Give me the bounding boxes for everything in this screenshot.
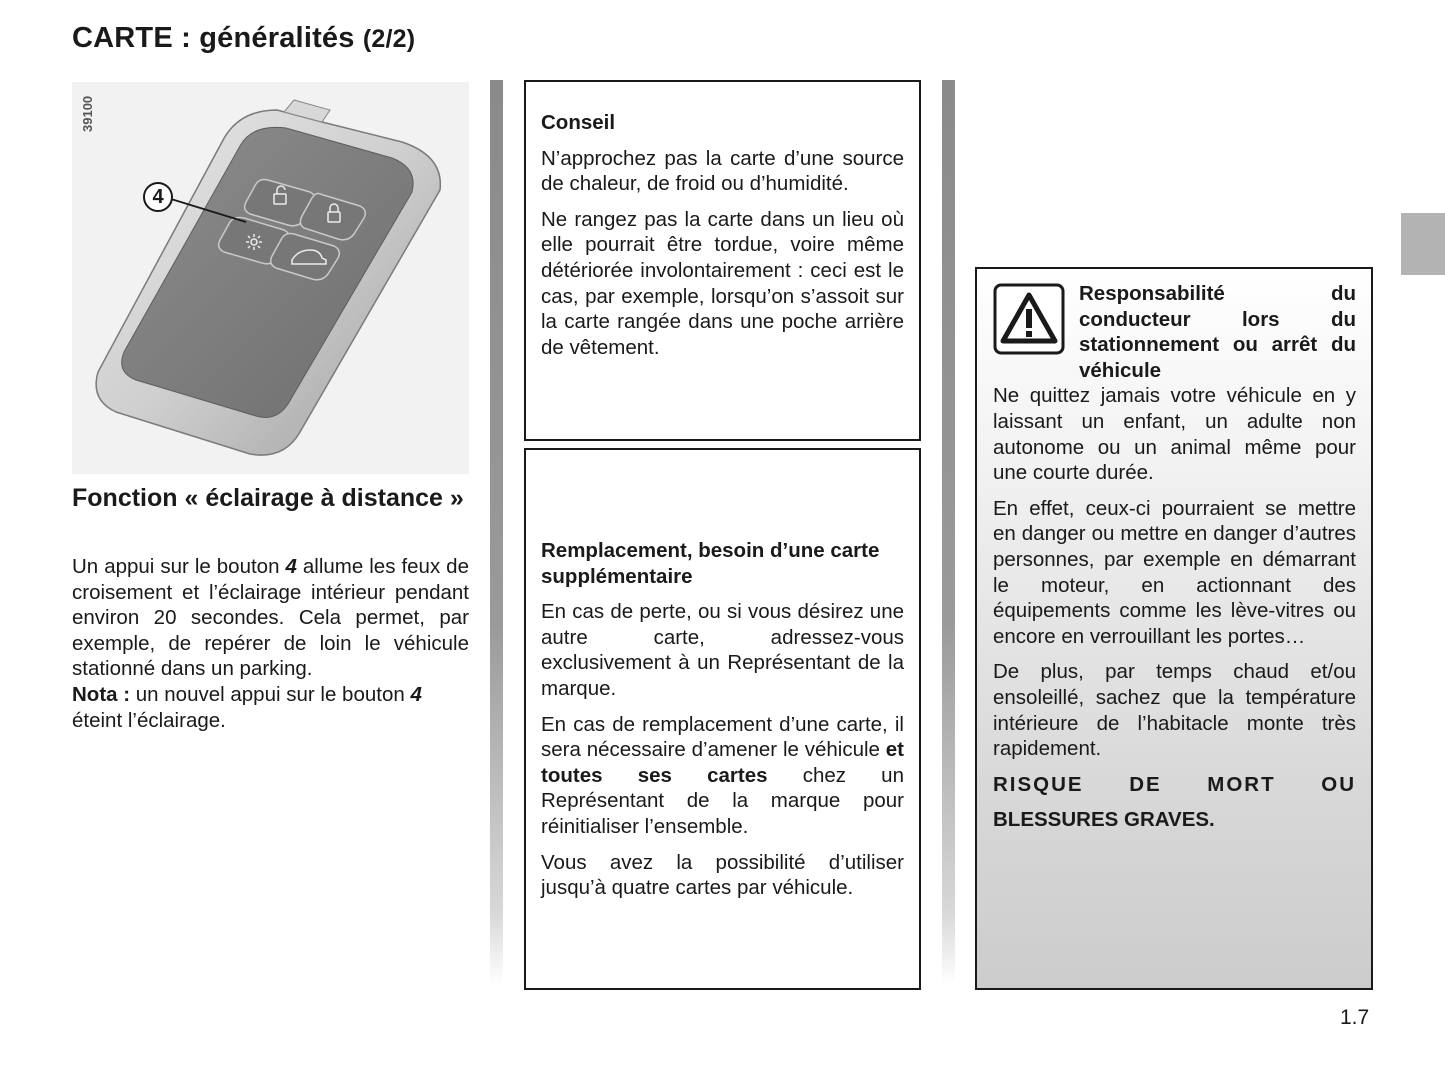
warning-paragraph-3: De plus, par temps chaud et/ou ensoleillé, sachez que la température intérieure de l’habitacle monte très rapidement.	[993, 660, 1356, 761]
warning-title: Responsabilité du conducteur lors du stationnement ou arrêt du véhicule	[1079, 282, 1356, 382]
conseil-title: Conseil	[541, 111, 616, 134]
key-card-drawing	[72, 82, 469, 474]
illustration-ref-number: 39100	[80, 95, 95, 132]
warning-paragraph-1: Ne quittez jamais votre véhicule en y laissant un enfant, un adulte non autonome ou un animal même pour une courte durée.	[993, 384, 1356, 485]
text-fragment: chez un Représentant de la marque pour réinitialiser l’ensemble.	[541, 763, 904, 838]
conseil-box	[524, 80, 921, 441]
remplacement-paragraph-3: Vous avez la possibilité d’utiliser jusqu’à quatre cartes par véhicule.	[541, 850, 904, 900]
remplacement-paragraph-2	[541, 712, 904, 840]
page-title	[72, 22, 415, 55]
remplacement-paragraph-1: En cas de perte, ou si vous désirez une autre carte, adressez-vous exclusivement à un Représentant de la marque.	[541, 600, 904, 700]
conseil-paragraph-2: Ne rangez pas la carte dans un lieu où elle pourrait être tordue, voire même détériorée involontairement : ceci est le cas, par exemple, lorsqu’on s’assoit sur la carte rangée dans une poche arrière de vêtement.	[541, 207, 904, 359]
key-card-illustration	[72, 82, 469, 474]
warning-box	[975, 267, 1373, 990]
text-fragment: éteint l’éclairage.	[72, 708, 226, 732]
text-fragment: un nouvel appui sur le bouton	[130, 682, 411, 706]
warning-paragraph-2: En effet, ceux-ci pourraient se mettre en danger ou mettre en danger d’autres personnes, par exemple en démarrant le moteur, en actionnant des équipements comme les lève-vitres ou encore en verrouillant les portes…	[993, 496, 1356, 648]
section-heading: Fonction « éclairage à distance »	[72, 484, 464, 512]
text-fragment: Un appui sur le bouton	[72, 555, 286, 578]
warning-triangle-icon	[993, 283, 1065, 355]
remote-lighting-description	[72, 554, 469, 733]
chapter-tab	[1401, 213, 1445, 275]
page-number: 1.7	[1340, 1006, 1370, 1029]
remplacement-title: Remplacement, besoin d’une carte supplémentaire	[541, 539, 880, 588]
conseil-paragraph-1: N’approchez pas la carte d’une source de chaleur, de froid ou d’humidité.	[541, 146, 904, 196]
bold-fragment: et toutes ses cartes	[541, 738, 904, 787]
nota-paragraph	[72, 682, 469, 733]
page-title-suffix: (2/2)	[362, 25, 416, 53]
column-separator	[942, 80, 955, 985]
page-title-text: CARTE : généralités	[72, 22, 355, 54]
column-separator	[490, 80, 503, 985]
button-ref: 4	[410, 682, 422, 706]
remote-lighting-paragraph	[72, 554, 469, 682]
warning-risk-line-2: BLESSURES GRAVES.	[993, 808, 1215, 832]
button-ref: 4	[285, 555, 297, 578]
warning-risk-line-1: RISQUE DE MORT OU	[993, 772, 1356, 796]
text-fragment: En cas de remplacement d’une carte, il sera nécessaire d’amener le véhicule	[541, 712, 904, 762]
remplacement-box	[524, 448, 921, 990]
text-fragment: allume les feux de croisement et l’éclairage intérieur pendant environ 20 secondes. Cela permet, par exemple, de repérer de loin le véhicule stationné dans un parking.	[72, 555, 469, 681]
warning-header	[993, 281, 1356, 383]
callout-4: 4	[143, 182, 173, 212]
nota-label: Nota :	[72, 682, 131, 706]
